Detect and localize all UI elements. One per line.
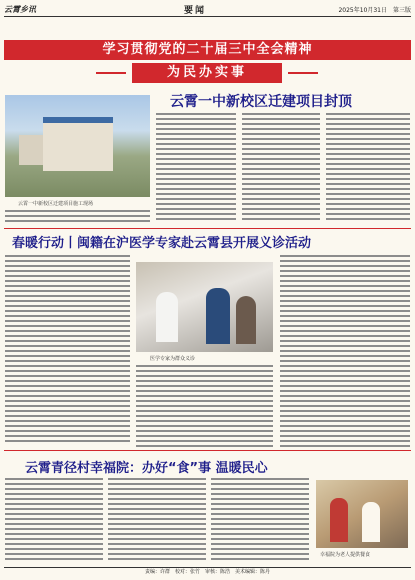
page-footer: 责编：许群 校对：张竹 审核：陈浩 美术编辑：陈丹 xyxy=(4,567,411,578)
school-construction-photo xyxy=(5,95,150,197)
article-body-2b xyxy=(136,365,273,447)
divider-2 xyxy=(4,450,411,451)
photo-caption-1: 云霄一中新校区迁建项目施工现场 xyxy=(18,201,94,207)
photo-caption-3: 幸福院为老人提供餐食 xyxy=(320,552,371,558)
article-body-1b xyxy=(242,113,320,223)
clinic-photo xyxy=(136,262,273,352)
article-body-2c xyxy=(280,255,410,447)
article-title-2: 春暖行动丨闽籍在沪医学专家赴云霄县开展义诊活动 xyxy=(12,236,312,251)
section-title: 要闻 xyxy=(184,6,207,16)
photo-caption-2: 医学专家为群众义诊 xyxy=(150,356,196,362)
article-body-1a xyxy=(156,113,236,223)
page-header xyxy=(4,2,411,17)
article-body-3b xyxy=(108,478,206,560)
theme-banner: 学习贯彻党的二十届三中全会精神 xyxy=(4,40,411,60)
article-title-3: 云霄青径村幸福院：办好“食”事 温暖民心 xyxy=(25,461,268,476)
article-body-1c xyxy=(326,113,410,223)
issue-date: 2025年10月31日 第三版 xyxy=(338,7,411,14)
paper-name: 云霄乡讯 xyxy=(4,4,36,14)
article-title-1: 云霄一中新校区迁建项目封顶 xyxy=(170,94,352,110)
article-body-3c xyxy=(211,478,309,560)
divider-1 xyxy=(4,228,411,229)
article-body-3a xyxy=(5,478,103,560)
column-title: 为民办实事 xyxy=(132,63,282,83)
elderly-canteen-photo xyxy=(316,480,408,548)
article-body-1d xyxy=(5,210,150,225)
article-body-2a xyxy=(5,255,130,445)
